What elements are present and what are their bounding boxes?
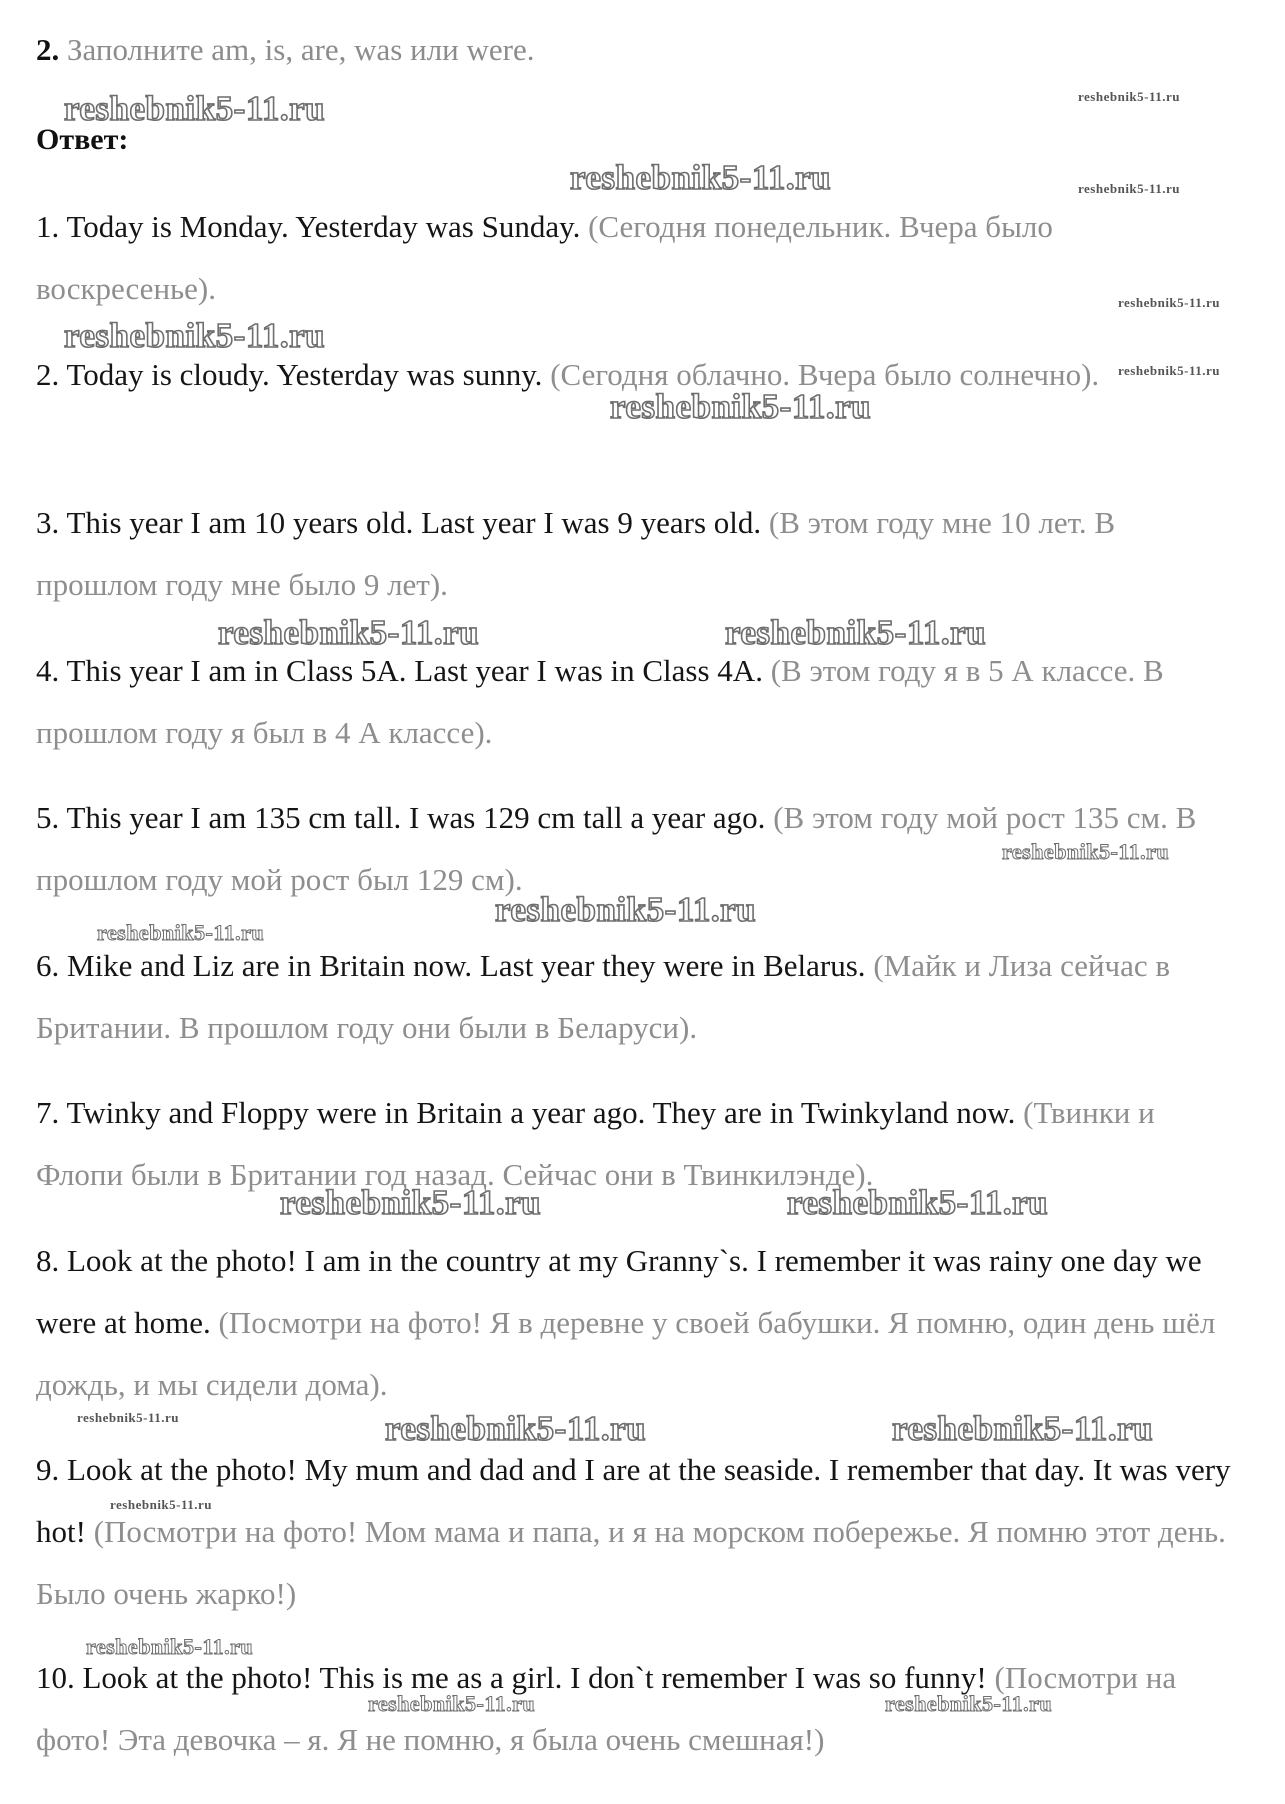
- answer-label: Ответ:: [36, 123, 129, 156]
- answer-item-english: 1. Today is Monday. Yesterday was Sunday.: [36, 209, 581, 244]
- answer-item-english: 2. Today is cloudy. Yesterday was sunny.: [36, 357, 543, 392]
- watermark: reshebnik5-11.ru: [64, 89, 326, 128]
- answer-item-8: [36, 1230, 1236, 1416]
- watermark: reshebnik5-11.ru: [64, 316, 326, 355]
- answer-item-translation: (В этом году я в 5 А классе. В прошлом году я был в 4 А классе).: [36, 653, 1164, 750]
- watermark: reshebnik5-11.ru: [218, 613, 480, 652]
- answer-item-english: 7. Twinky and Floppy were in Britain a year ago. They are in Twinkyland now.: [36, 1095, 1016, 1130]
- answer-item-english: 9. Look at the photo! My mum and dad and I are at the seaside. I remember that day. It was very hot!: [36, 1452, 1231, 1549]
- answer-item-1: [36, 196, 1236, 320]
- watermark: reshebnik5-11.ru: [368, 1691, 536, 1716]
- watermark: reshebnik5-11.ru: [77, 1410, 180, 1425]
- watermark: reshebnik5-11.ru: [885, 1691, 1053, 1716]
- watermark: reshebnik5-11.ru: [570, 158, 832, 197]
- watermark: reshebnik5-11.ru: [1078, 181, 1181, 196]
- watermark: reshebnik5-11.ru: [86, 1634, 254, 1659]
- watermark: reshebnik5-11.ru: [610, 387, 872, 426]
- answer-item-english: 3. This year I am 10 years old. Last year I was 9 years old.: [36, 505, 762, 540]
- answer-item-translation: (Сегодня понедельник. Вчера было воскресенье).: [36, 209, 1053, 306]
- watermark: reshebnik5-11.ru: [725, 613, 987, 652]
- answer-item-english: 5. This year I am 135 cm tall. I was 129 cm tall a year ago.: [36, 800, 766, 835]
- answer-item-english: 4. This year I am in Class 5A. Last year I was in Class 4A.: [36, 653, 763, 688]
- answer-item-10: [36, 1647, 1236, 1771]
- answer-item-translation: (Посмотри на фото! Эта девочка – я. Я не помню, я была очень смешная!): [36, 1660, 1177, 1757]
- watermark: reshebnik5-11.ru: [1078, 89, 1181, 104]
- watermark: reshebnik5-11.ru: [280, 1183, 542, 1222]
- answer-item-english: 8. Look at the photo! I am in the country at my Granny`s. I remember it was rainy one day we were at home.: [36, 1243, 1202, 1340]
- watermark: reshebnik5-11.ru: [1118, 363, 1221, 378]
- task-heading: [36, 30, 535, 70]
- watermark: reshebnik5-11.ru: [385, 1409, 647, 1448]
- watermark: reshebnik5-11.ru: [787, 1183, 1049, 1222]
- watermark: reshebnik5-11.ru: [97, 920, 265, 945]
- answer-item-3: [36, 492, 1236, 616]
- answer-item-9: [36, 1439, 1236, 1625]
- answer-item-translation: (Твинки и Флопи были в Британии год назад. Сейчас они в Твинкилэнде).: [36, 1095, 1155, 1192]
- answer-item-english: 10. Look at the photo! This is me as a girl. I don`t remember I was so funny!: [36, 1660, 987, 1695]
- watermark: reshebnik5-11.ru: [892, 1409, 1154, 1448]
- task-number: 2.: [36, 32, 60, 67]
- watermark: reshebnik5-11.ru: [495, 890, 757, 929]
- watermark: reshebnik5-11.ru: [110, 1497, 213, 1512]
- answer-item-translation: (Посмотри на фото! Я в деревне у своей бабушки. Я помню, один день шёл дождь, и мы сидели дома).: [36, 1305, 1216, 1402]
- answer-item-translation: (Сегодня облачно. Вчера было солнечно).: [550, 357, 1100, 392]
- watermark: reshebnik5-11.ru: [1118, 295, 1221, 310]
- task-instruction: Заполните am, is, are, was или were.: [67, 32, 535, 67]
- watermark: reshebnik5-11.ru: [1002, 839, 1170, 864]
- answer-item-4: [36, 640, 1236, 764]
- answer-item-english: 6. Mike and Liz are in Britain now. Last year they were in Belarus.: [36, 948, 866, 983]
- answer-item-translation: (В этом году мой рост 135 см. В прошлом году мой рост был 129 см).: [36, 800, 1197, 897]
- answer-item-translation: (Майк и Лиза сейчас в Британии. В прошлом году они были в Беларуси).: [36, 948, 1171, 1045]
- answer-item-7: [36, 1082, 1236, 1206]
- answer-item-translation: (В этом году мне 10 лет. В прошлом году мне было 9 лет).: [36, 505, 1116, 602]
- answer-item-6: [36, 935, 1236, 1059]
- answer-item-translation: (Посмотри на фото! Мом мама и папа, и я на морском побережье. Я помню этот день. Было очень жарко!): [36, 1514, 1226, 1611]
